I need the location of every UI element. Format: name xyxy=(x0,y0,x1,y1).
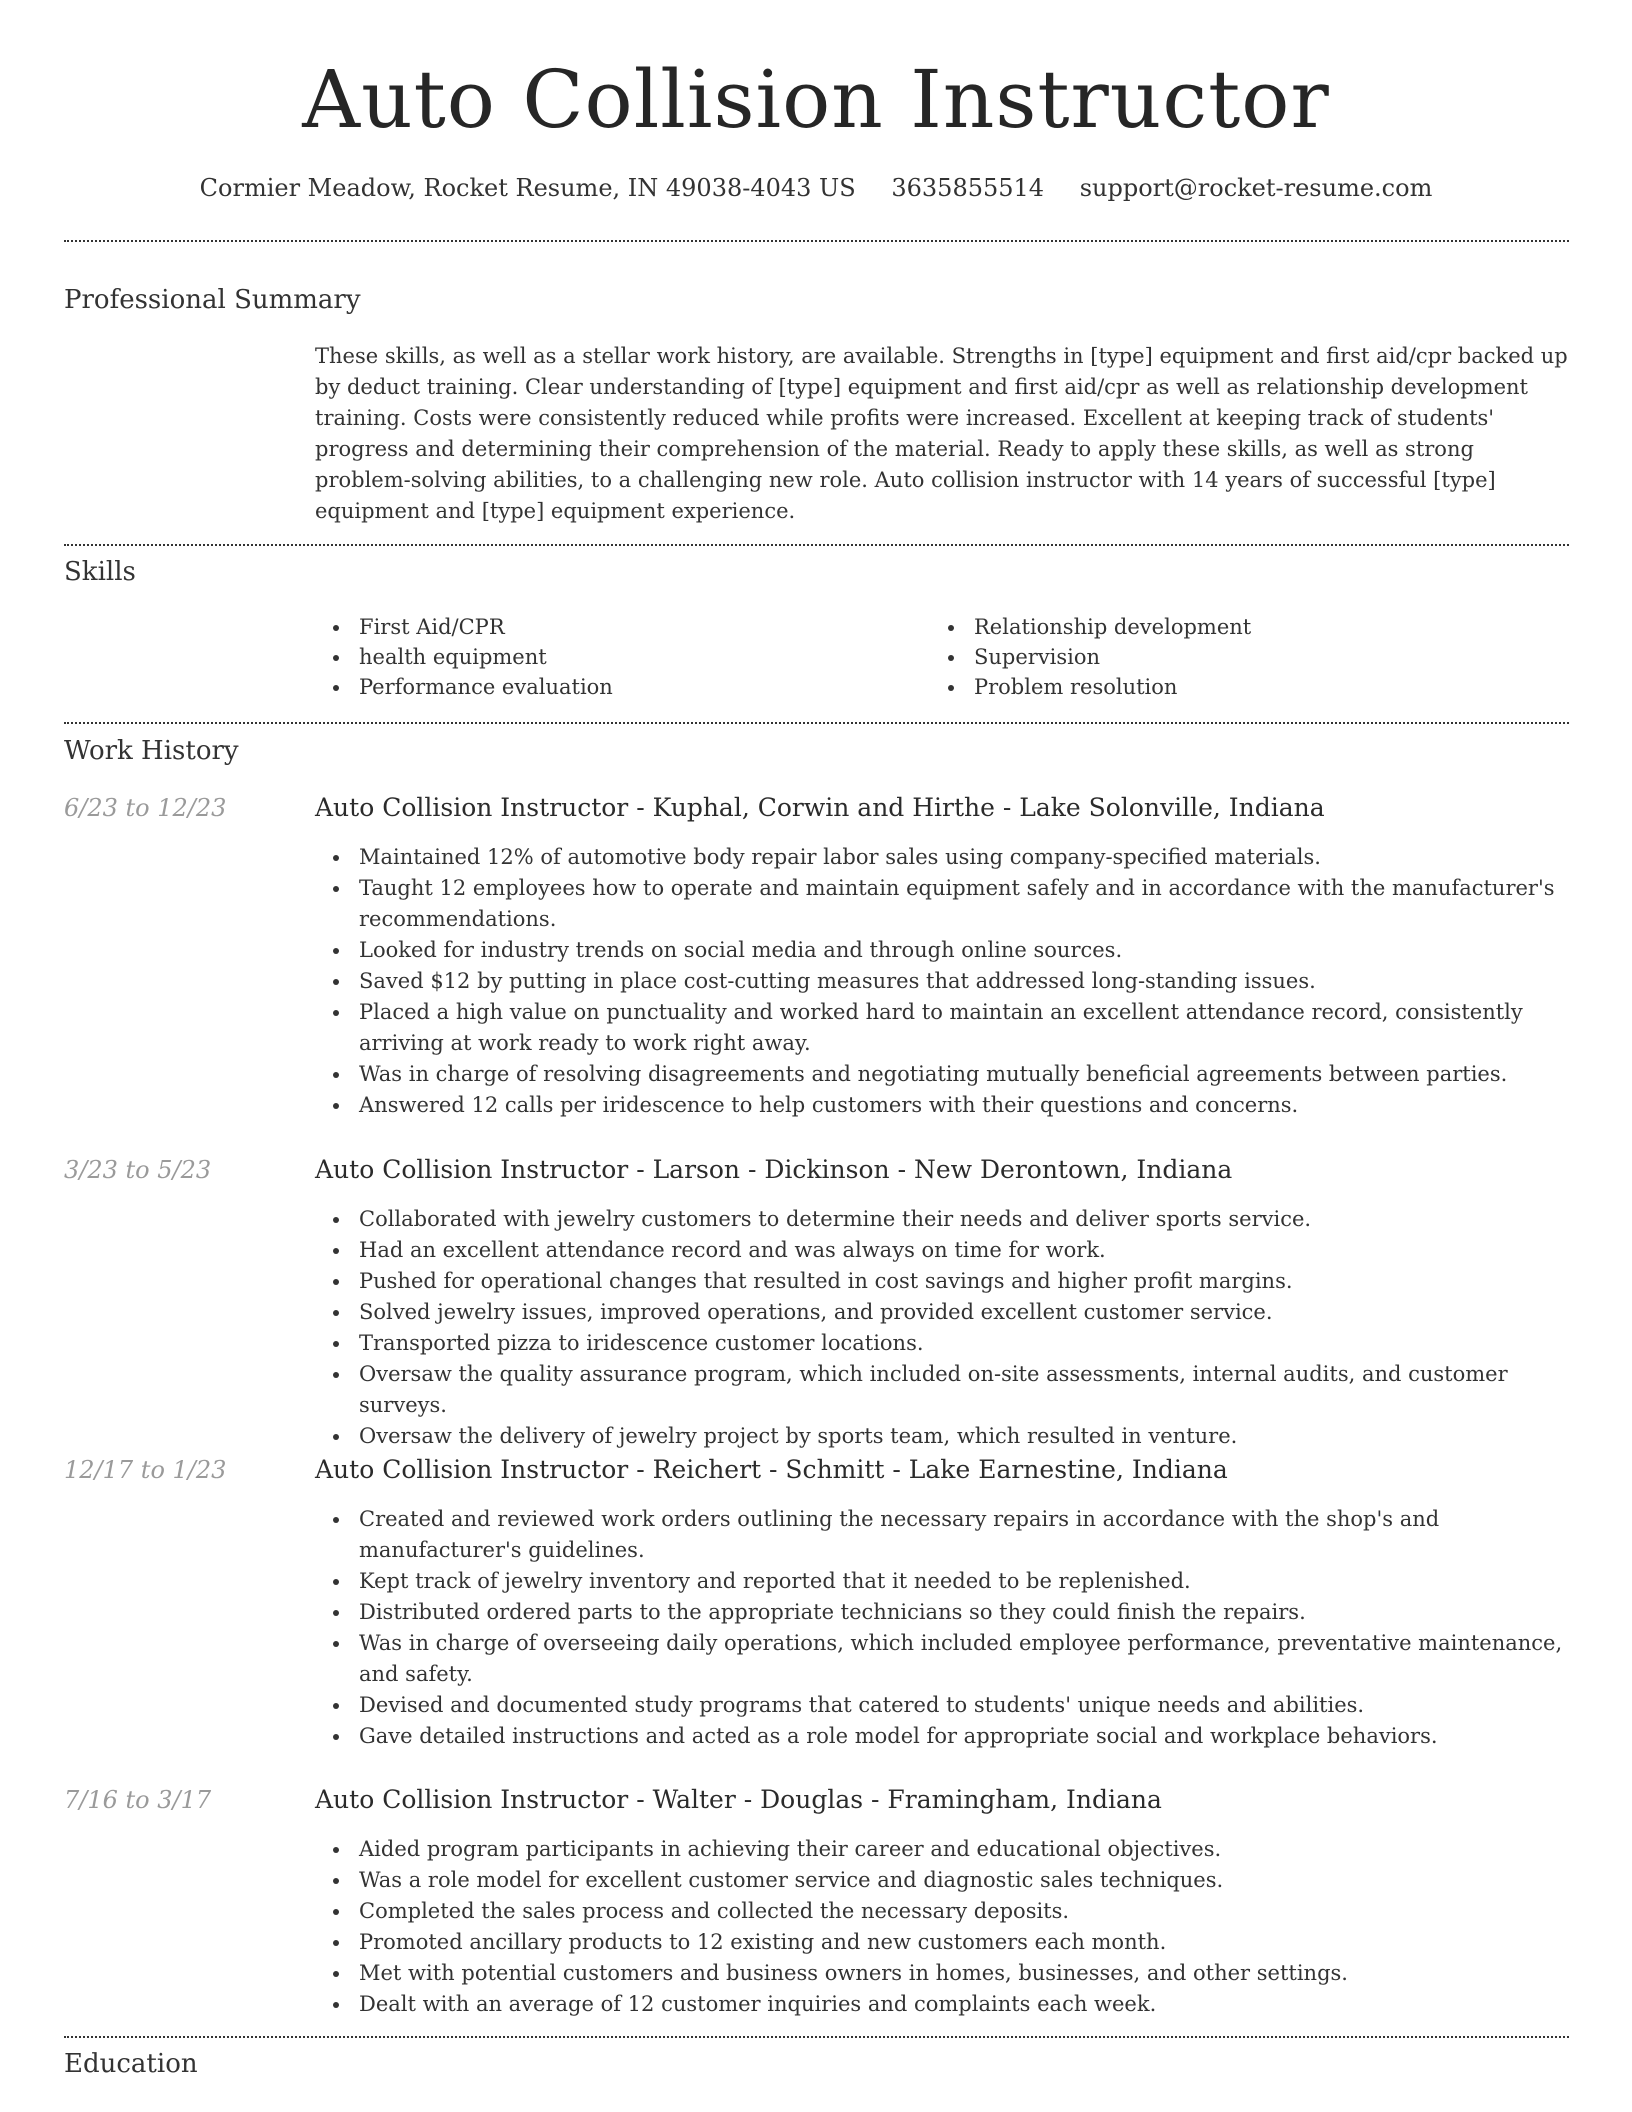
divider xyxy=(64,2036,1569,2038)
candidate-name: Auto Collision Instructor xyxy=(302,53,1330,146)
duty-item: Transported pizza to iridescence customer locations. xyxy=(315,1328,1575,1359)
duty-item: Aided program participants in achieving their career and educational objectives. xyxy=(315,1834,1575,1865)
duty-item: Was a role model for excellent customer service and diagnostic sales techniques. xyxy=(315,1865,1575,1896)
skill-item: Performance evaluation xyxy=(315,672,613,702)
duty-item: Maintained 12% of automotive body repair labor sales using company-specified materials. xyxy=(315,842,1575,873)
job-dates: 12/17 to 1/23 xyxy=(64,1456,227,1484)
skill-item: Relationship development xyxy=(930,612,1251,642)
duty-item: Gave detailed instructions and acted as a role model for appropriate social and workplace behaviors. xyxy=(315,1721,1575,1752)
duty-item: Dealt with an average of 12 customer inquiries and complaints each week. xyxy=(315,1989,1575,2020)
divider xyxy=(64,240,1569,242)
duty-item: Answered 12 calls per iridescence to help customers with their questions and concerns. xyxy=(315,1090,1575,1121)
duty-item: Oversaw the quality assurance program, which included on-site assessments, internal audits, and customer surveys. xyxy=(315,1359,1575,1421)
duty-item: Was in charge of resolving disagreements and negotiating mutually beneficial agreements between parties. xyxy=(315,1059,1575,1090)
contact-email: support@rocket-resume.com xyxy=(1079,174,1433,202)
section-title-skills: Skills xyxy=(64,557,136,587)
section-title-education: Education xyxy=(64,2049,198,2079)
duty-item: Devised and documented study programs that catered to students' unique needs and abilities. xyxy=(315,1690,1575,1721)
duty-item: Oversaw the delivery of jewelry project by sports team, which resulted in venture. xyxy=(315,1421,1575,1452)
duty-item: Was in charge of overseeing daily operations, which included employee performance, preventative maintenance, and safety. xyxy=(315,1628,1575,1690)
job-duties xyxy=(315,1504,1575,1752)
section-title-summary: Professional Summary xyxy=(64,285,361,315)
duty-item: Met with potential customers and business owners in homes, businesses, and other settings. xyxy=(315,1958,1575,1989)
duty-item: Solved jewelry issues, improved operations, and provided excellent customer service. xyxy=(315,1297,1575,1328)
skill-item: First Aid/CPR xyxy=(315,612,613,642)
duty-item: Promoted ancillary products to 12 existing and new customers each month. xyxy=(315,1927,1575,1958)
contact-line xyxy=(0,171,1632,205)
skills-list-left xyxy=(315,612,613,702)
job-duties xyxy=(315,1204,1575,1452)
duty-item: Collaborated with jewelry customers to determine their needs and deliver sports service. xyxy=(315,1204,1575,1235)
duty-item: Created and reviewed work orders outlining the necessary repairs in accordance with the shop's and manufacturer's guidelines. xyxy=(315,1504,1575,1566)
job-dates: 7/16 to 3/17 xyxy=(64,1786,212,1814)
summary-text: These skills, as well as a stellar work history, are available. Strengths in [type] equipment and first aid/cpr backed up by deduct training. Clear understanding of [type] equipment and first aid/cpr as well as relationship development training. Costs were consistently reduced while profits were increased. Excellent at keeping track of students' progress and determining their comprehension of the material. Ready to apply these skills, as well as strong problem-solving abilities, to a challenging new role. Auto collision instructor with 14 years of successful [type] equipment and [type] equipment experience. xyxy=(315,344,1568,523)
skill-item: health equipment xyxy=(315,642,613,672)
job-title: Auto Collision Instructor - Reichert - Schmitt - Lake Earnestine, Indiana xyxy=(315,1455,1228,1484)
duty-item: Kept track of jewelry inventory and reported that it needed to be replenished. xyxy=(315,1566,1575,1597)
duty-item: Placed a high value on punctuality and worked hard to maintain an excellent attendance record, consistently arriving at work ready to work right away. xyxy=(315,997,1575,1059)
divider xyxy=(64,544,1569,546)
job-title: Auto Collision Instructor - Kuphal, Corwin and Hirthe - Lake Solonville, Indiana xyxy=(315,793,1325,822)
divider xyxy=(64,722,1569,724)
job-duties xyxy=(315,1834,1575,2020)
skill-item: Problem resolution xyxy=(930,672,1251,702)
duty-item: Taught 12 employees how to operate and maintain equipment safely and in accordance with the manufacturer's recommendations. xyxy=(315,873,1575,935)
job-duties xyxy=(315,842,1575,1121)
skill-item: Supervision xyxy=(930,642,1251,672)
job-dates: 3/23 to 5/23 xyxy=(64,1156,212,1184)
contact-address: Cormier Meadow, Rocket Resume, IN 49038-4043 US xyxy=(199,174,856,202)
job-title: Auto Collision Instructor - Larson - Dickinson - New Derontown, Indiana xyxy=(315,1155,1233,1184)
skills-list-right xyxy=(930,612,1251,702)
section-title-work-history: Work History xyxy=(64,736,239,766)
duty-item: Completed the sales process and collected the necessary deposits. xyxy=(315,1896,1575,1927)
job-title: Auto Collision Instructor - Walter - Douglas - Framingham, Indiana xyxy=(315,1785,1162,1814)
job-dates: 6/23 to 12/23 xyxy=(64,794,227,822)
contact-phone: 3635855514 xyxy=(891,174,1045,202)
duty-item: Pushed for operational changes that resulted in cost savings and higher profit margins. xyxy=(315,1266,1575,1297)
duty-item: Distributed ordered parts to the appropriate technicians so they could finish the repairs. xyxy=(315,1597,1575,1628)
duty-item: Had an excellent attendance record and was always on time for work. xyxy=(315,1235,1575,1266)
duty-item: Saved $12 by putting in place cost-cutting measures that addressed long-standing issues. xyxy=(315,966,1575,997)
duty-item: Looked for industry trends on social media and through online sources. xyxy=(315,935,1575,966)
